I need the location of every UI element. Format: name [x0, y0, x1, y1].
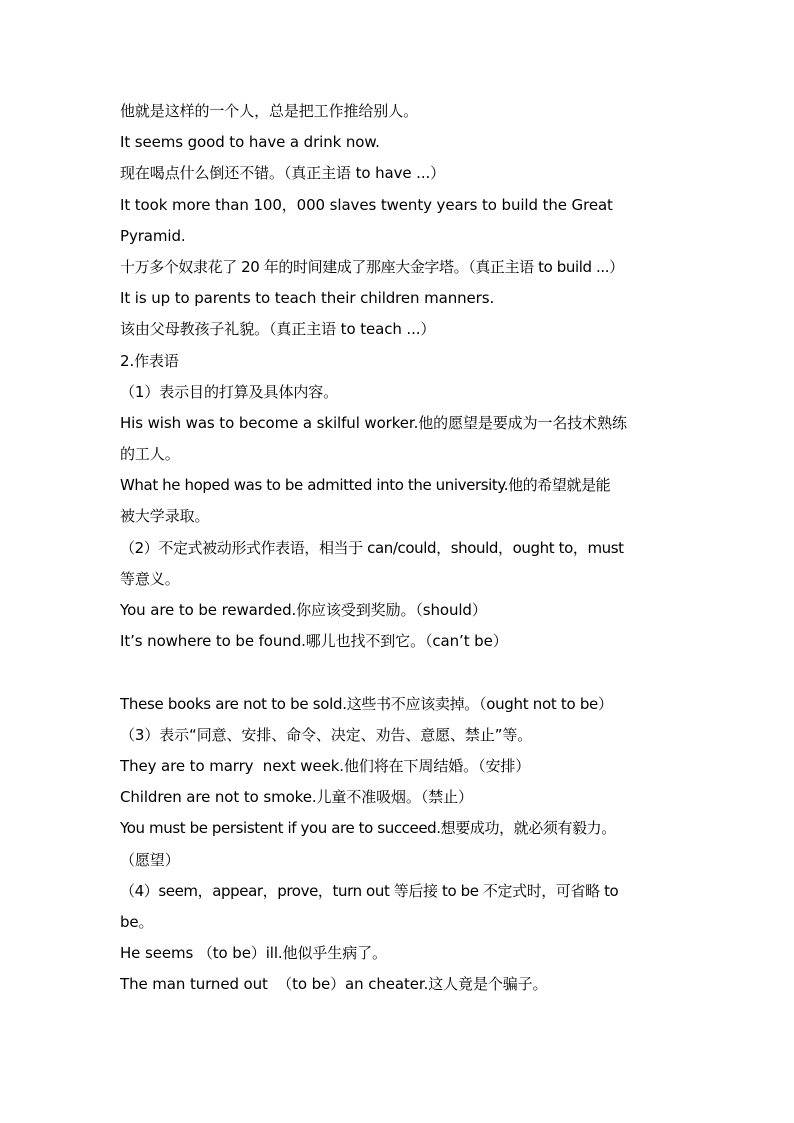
text-line: It is up to parents to teach their children manners. [120, 289, 495, 308]
text-line: 的工人。 [120, 445, 180, 464]
text-line: 等意义。 [120, 569, 180, 588]
text-line: 现在喝点什么倒还不错。（真正主语 to have ...） [120, 164, 446, 183]
text-line: It’s nowhere to be found.哪儿也找不到它。（can’t be） [120, 632, 508, 651]
text-line: You are to be rewarded.你应该受到奖励。（should） [120, 601, 487, 619]
text-line: The man turned out （to be）an cheater.这人竟是个骗子。 [120, 975, 548, 994]
text-line: You must be persistent if you are to succeed.想要成功，就必须有毅力。 [120, 819, 616, 838]
subsection-heading: （2）不定式被动形式作表语，相当于 can/could，should，ought to，must [120, 538, 624, 557]
subsection-heading: （3）表示“同意、安排、命令、决定、劝告、意愿、禁止”等。 [120, 725, 533, 744]
document-body [120, 96, 680, 1000]
text-line: What he hoped was to be admitted into the university.他的希望就是能 [120, 476, 611, 495]
text-line: 他就是这样的一个人，总是把工作推给别人。 [120, 102, 419, 120]
text-line: Children are not to smoke.儿童不准吸烟。（禁止） [120, 788, 473, 807]
text-line: 该由父母教孩子礼貌。（真正主语 to teach ...） [120, 320, 436, 339]
subsection-heading: （1）表示目的打算及具体内容。 [120, 382, 339, 401]
text-line: It took more than 100，000 slaves twenty years to build the Great [120, 195, 613, 214]
blank-line [120, 657, 680, 688]
text-line: 十万多个奴隶花了 20 年的时间建成了那座大金字塔。（真正主语 to build ...） [120, 257, 624, 276]
text-line: His wish was to become a skilful worker.他的愿望是要成为一名技术熟练 [120, 413, 627, 432]
text-line: They are to marry next week.他们将在下周结婚。（安排） [120, 756, 531, 775]
text-line: These books are not to be sold.这些书不应该卖掉。（ought not to be） [120, 694, 613, 713]
text-line: （愿望） [120, 850, 180, 869]
section-heading: 2.作表语 [120, 351, 179, 370]
text-line: 被大学录取。 [120, 507, 210, 526]
text-line: Pyramid. [120, 226, 186, 245]
text-line: He seems （to be）ill.他似乎生病了。 [120, 944, 387, 963]
text-line: It seems good to have a drink now. [120, 133, 380, 152]
subsection-heading: （4）seem，appear，prove，turn out 等后接 to be 不定式时，可省略 to [120, 881, 619, 900]
text-line: be。 [120, 912, 154, 931]
